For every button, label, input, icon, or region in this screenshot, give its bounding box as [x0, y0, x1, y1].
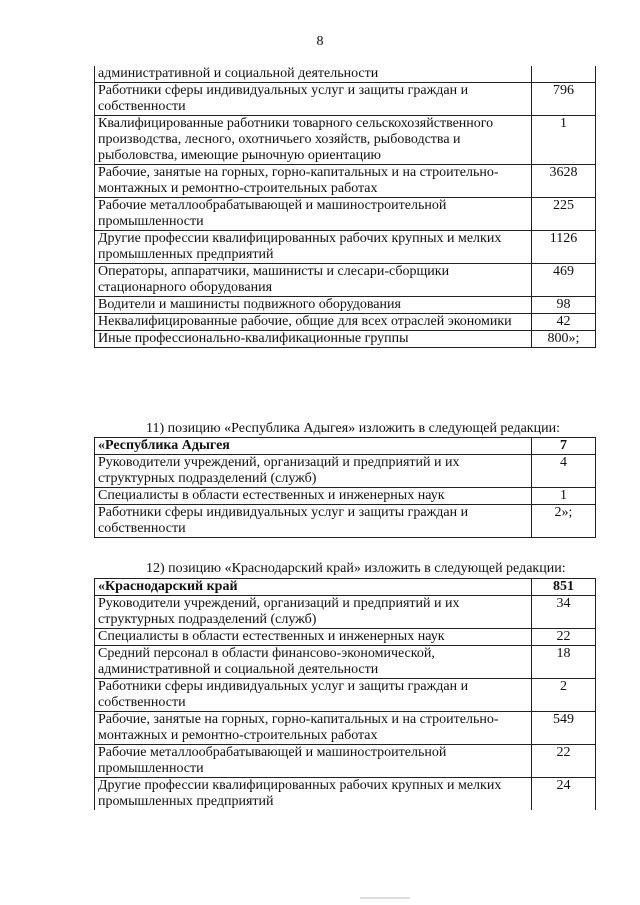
table-row	[95, 314, 596, 331]
table-row	[95, 455, 596, 488]
row-label: Другие профессии квалифицированных рабочих крупных и мелких промышленных предприятий	[95, 778, 532, 811]
row-value: 1	[532, 116, 596, 165]
table-row	[95, 198, 596, 231]
row-label: Водители и машинисты подвижного оборудования	[95, 297, 532, 314]
row-value: 3628	[532, 165, 596, 198]
table-row	[95, 778, 596, 811]
region-name: «Краснодарский край	[95, 579, 532, 596]
row-label: административной и социальной деятельности	[95, 66, 532, 83]
amendment-paragraph-11: 11) позицию «Республика Адыгея» изложить в следующей редакции:	[146, 421, 560, 436]
table-row	[95, 116, 596, 165]
row-label: Работники сферы индивидуальных услуг и защиты граждан и собственности	[95, 505, 532, 538]
row-value: 469	[532, 264, 596, 297]
row-value: 549	[532, 712, 596, 745]
row-value: 2»;	[532, 505, 596, 538]
region-name: «Республика Адыгея	[95, 438, 532, 455]
row-value: 22	[532, 745, 596, 778]
table-header-row	[95, 438, 596, 455]
table-row	[95, 646, 596, 679]
row-label: Руководители учреждений, организаций и предприятий и их структурных подразделений (служб)	[95, 455, 532, 488]
row-value: 2	[532, 679, 596, 712]
table-row	[95, 331, 596, 348]
table-row	[95, 745, 596, 778]
table-row	[95, 231, 596, 264]
table-row	[95, 66, 596, 83]
table-row	[95, 596, 596, 629]
row-label: Иные профессионально-квалификационные группы	[95, 331, 532, 348]
row-label: Работники сферы индивидуальных услуг и защиты граждан и собственности	[95, 83, 532, 116]
row-value: 800»;	[532, 331, 596, 348]
row-value: 24	[532, 778, 596, 811]
amendment-paragraph-12: 12) позицию «Краснодарский край» изложить в следующей редакции:	[146, 561, 566, 576]
region-total: 851	[532, 579, 596, 596]
adygea-table	[94, 437, 596, 538]
krasnodar-table	[94, 578, 596, 810]
row-value: 34	[532, 596, 596, 629]
table-row	[95, 629, 596, 646]
row-label: Рабочие, занятые на горных, горно-капитальных и на строительно-монтажных и ремонтно-строительных работах	[95, 712, 532, 745]
table-row	[95, 165, 596, 198]
row-value: 4	[532, 455, 596, 488]
row-label: Специалисты в области естественных и инженерных наук	[95, 488, 532, 505]
row-value: 42	[532, 314, 596, 331]
table-row	[95, 264, 596, 297]
row-value: 1126	[532, 231, 596, 264]
row-value	[532, 66, 596, 83]
row-label: Рабочие, занятые на горных, горно-капитальных и на строительно-монтажных и ремонтно-строительных работах	[95, 165, 532, 198]
row-value: 98	[532, 297, 596, 314]
region-total: 7	[532, 438, 596, 455]
row-label: Квалифицированные работники товарного сельскохозяйственного производства, лесного, охотничьего хозяйств, рыбоводства и рыболовства, имеющие рыночную ориентацию	[95, 116, 532, 165]
table-row	[95, 488, 596, 505]
row-label: Работники сферы индивидуальных услуг и защиты граждан и собственности	[95, 679, 532, 712]
row-value: 1	[532, 488, 596, 505]
row-value: 796	[532, 83, 596, 116]
table-row	[95, 505, 596, 538]
table-row	[95, 712, 596, 745]
table-row	[95, 83, 596, 116]
scan-artifact	[360, 897, 410, 899]
row-label: Руководители учреждений, организаций и предприятий и их структурных подразделений (служб)	[95, 596, 532, 629]
page-number: 8	[316, 34, 324, 49]
table-row	[95, 297, 596, 314]
row-value: 22	[532, 629, 596, 646]
row-value: 225	[532, 198, 596, 231]
row-value: 18	[532, 646, 596, 679]
row-label: Специалисты в области естественных и инженерных наук	[95, 629, 532, 646]
table-row	[95, 679, 596, 712]
row-label: Операторы, аппаратчики, машинисты и слесари-сборщики стационарного оборудования	[95, 264, 532, 297]
occupations-table-continued	[94, 66, 596, 348]
row-label: Другие профессии квалифицированных рабочих крупных и мелких промышленных предприятий	[95, 231, 532, 264]
row-label: Средний персонал в области финансово-экономической, административной и социальной деятельности	[95, 646, 532, 679]
row-label: Неквалифицированные рабочие, общие для всех отраслей экономики	[95, 314, 532, 331]
row-label: Рабочие металлообрабатывающей и машиностроительной промышленности	[95, 745, 532, 778]
row-label: Рабочие металлообрабатывающей и машиностроительной промышленности	[95, 198, 532, 231]
table-header-row	[95, 579, 596, 596]
